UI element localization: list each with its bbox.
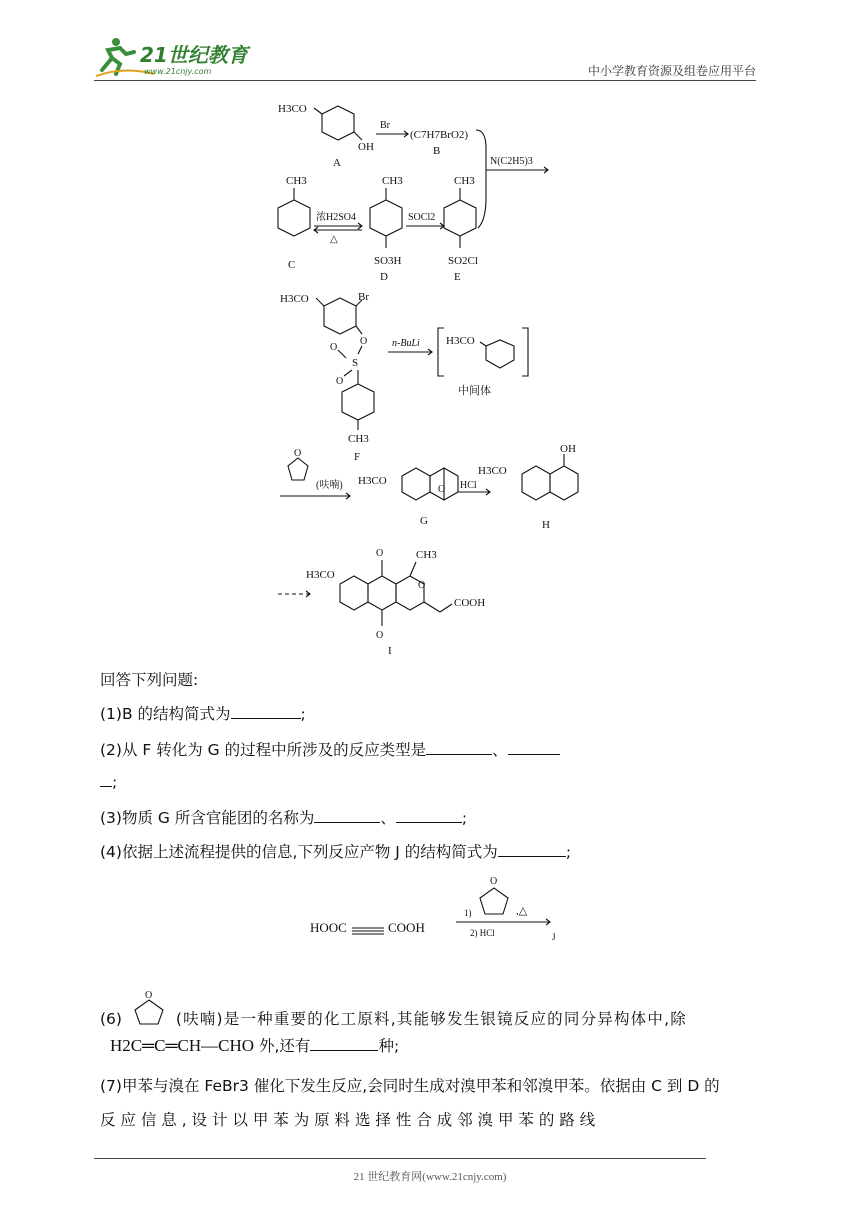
svg-text:SO3H: SO3H [374,255,402,267]
compound-d [370,175,403,283]
svg-text:O: O [360,336,368,347]
svg-text:C: C [288,259,296,271]
svg-text:O: O [294,448,302,459]
svg-text:SOCl2: SOCl2 [408,212,436,223]
svg-text:SO2Cl: SO2Cl [448,255,478,267]
arrow-to-i [278,591,310,597]
svg-text:O: O [438,484,446,495]
logo-text: 21世纪教育 [140,43,248,67]
svg-text:H3CO: H3CO [280,293,309,305]
svg-text:O: O [376,630,384,641]
question-4: (4)依据上述流程提供的信息,下列反应产物 J 的结构简式为 ; [100,843,572,861]
platform-name: 中小学教育资源及组卷应用平台 [587,64,756,78]
compound-g [358,468,458,527]
arrow-c-to-d [314,210,362,245]
svg-text:H3CO: H3CO [306,569,335,581]
arrow-furan [280,448,350,499]
compound-c [278,175,310,271]
synthesis-scheme [230,88,650,663]
answer-blank-1 [231,704,301,719]
footer-divider [94,1158,706,1159]
compound-i [306,548,485,657]
svg-text:HCl: HCl [460,480,477,491]
svg-text:CH3: CH3 [454,175,475,187]
arrow-f-to-intermediate [388,338,432,355]
svg-text:△: △ [330,234,338,245]
svg-text:G: G [420,515,428,527]
svg-text:CH3: CH3 [286,175,307,187]
svg-text:H3CO: H3CO [358,475,387,487]
svg-text:S: S [352,357,359,369]
answer-blank-2a [426,740,492,755]
svg-text:F: F [354,451,361,463]
svg-text:Br: Br [380,120,390,131]
reaction-right: COOH [388,920,425,935]
svg-text:A: A [333,157,341,169]
compound-h [478,443,578,531]
svg-text:H3CO: H3CO [278,103,307,115]
svg-text:n-BuLi: n-BuLi [392,338,420,349]
svg-text:OH: OH [560,443,576,455]
svg-text:2) HCl: 2) HCl [470,928,495,938]
arrow-g-to-h [458,480,490,495]
svg-text:,△: ,△ [516,905,528,917]
intermediate [438,328,528,397]
svg-text:CH3: CH3 [382,175,403,187]
brace-bracket [476,130,548,228]
question-1: (1)B 的结构简式为 ; [100,705,306,723]
product-j: J [552,932,556,942]
logo-url: www.21cnjy.com [144,67,212,76]
svg-text:O: O [336,376,344,387]
svg-text:O: O [490,876,498,887]
compound-f [280,291,374,463]
svg-text:中间体: 中间体 [458,385,491,397]
compound-a [278,103,374,169]
reaction-equation [310,870,570,955]
svg-text:COOH: COOH [454,597,486,609]
reaction-left: HOOC [310,920,347,935]
arrow-d-to-e [406,212,444,229]
svg-text:O: O [376,548,384,559]
question-3: (3)物质 G 所含官能团的名称为 、 ; [100,809,468,827]
svg-text:H: H [542,519,550,531]
answer-blank-3b [396,808,462,823]
svg-text:H3CO: H3CO [446,335,475,347]
svg-text:O: O [144,990,153,1001]
svg-text:O: O [418,580,426,591]
question-2: (2)从 F 转化为 G 的过程中所涉及的反应类型是 、 [100,738,560,760]
answer-blank-2b [508,740,560,755]
question-6-cont: H2C═C═CH—CHO 外,还有 种; [110,1036,400,1055]
question-2-cont: ; [100,772,117,791]
furan-structure [127,990,171,1030]
svg-text:D: D [380,271,388,283]
footer-text: 21 世纪教育网(www.21cnjy.com) [353,1171,507,1183]
svg-text:浓H2SO4: 浓H2SO4 [316,212,357,223]
svg-text:E: E [454,271,461,283]
svg-text:N(C2H5)3: N(C2H5)3 [490,156,533,167]
question-7-line-1: (7)甲苯与溴在 FeBr3 催化下发生反应,会同时生成对溴甲苯和邻溴甲苯。依据由 C 到 D 的 [100,1077,720,1095]
compound-b-formula: (C7H7BrO2) [410,129,469,141]
svg-text:1): 1) [464,908,472,918]
arrow-a-to-b [376,120,408,137]
svg-text:(呋喃): (呋喃) [316,480,343,491]
svg-text:H3CO: H3CO [478,465,507,477]
compound-b-label: B [433,145,441,157]
question-7-line-2: 反 应 信 息 , 设 计 以 甲 苯 为 原 料 选 择 性 合 成 邻 溴 甲 苯 的 路 线 [100,1111,596,1129]
answer-blank-6 [310,1036,378,1051]
svg-text:Br: Br [358,291,369,303]
svg-text:CH3: CH3 [348,433,369,445]
answer-blank-3a [314,808,380,823]
svg-text:OH: OH [358,141,374,153]
answer-blank-4 [498,842,566,857]
compound-e [444,175,478,283]
site-logo [94,36,264,80]
allene-formula: H2C═C═CH—CHO [110,1036,255,1055]
intro-text: 回答下列问题: [100,671,199,689]
svg-text:I: I [388,645,392,657]
svg-text:CH3: CH3 [416,549,437,561]
svg-text:O: O [330,342,338,353]
header-divider [94,80,756,81]
answer-blank-2b-cont [100,772,112,787]
question-6: (6) O (呋喃)是一种重要的化工原料,其能够发生银镜反应的同分异构体中,除 [100,990,687,1028]
